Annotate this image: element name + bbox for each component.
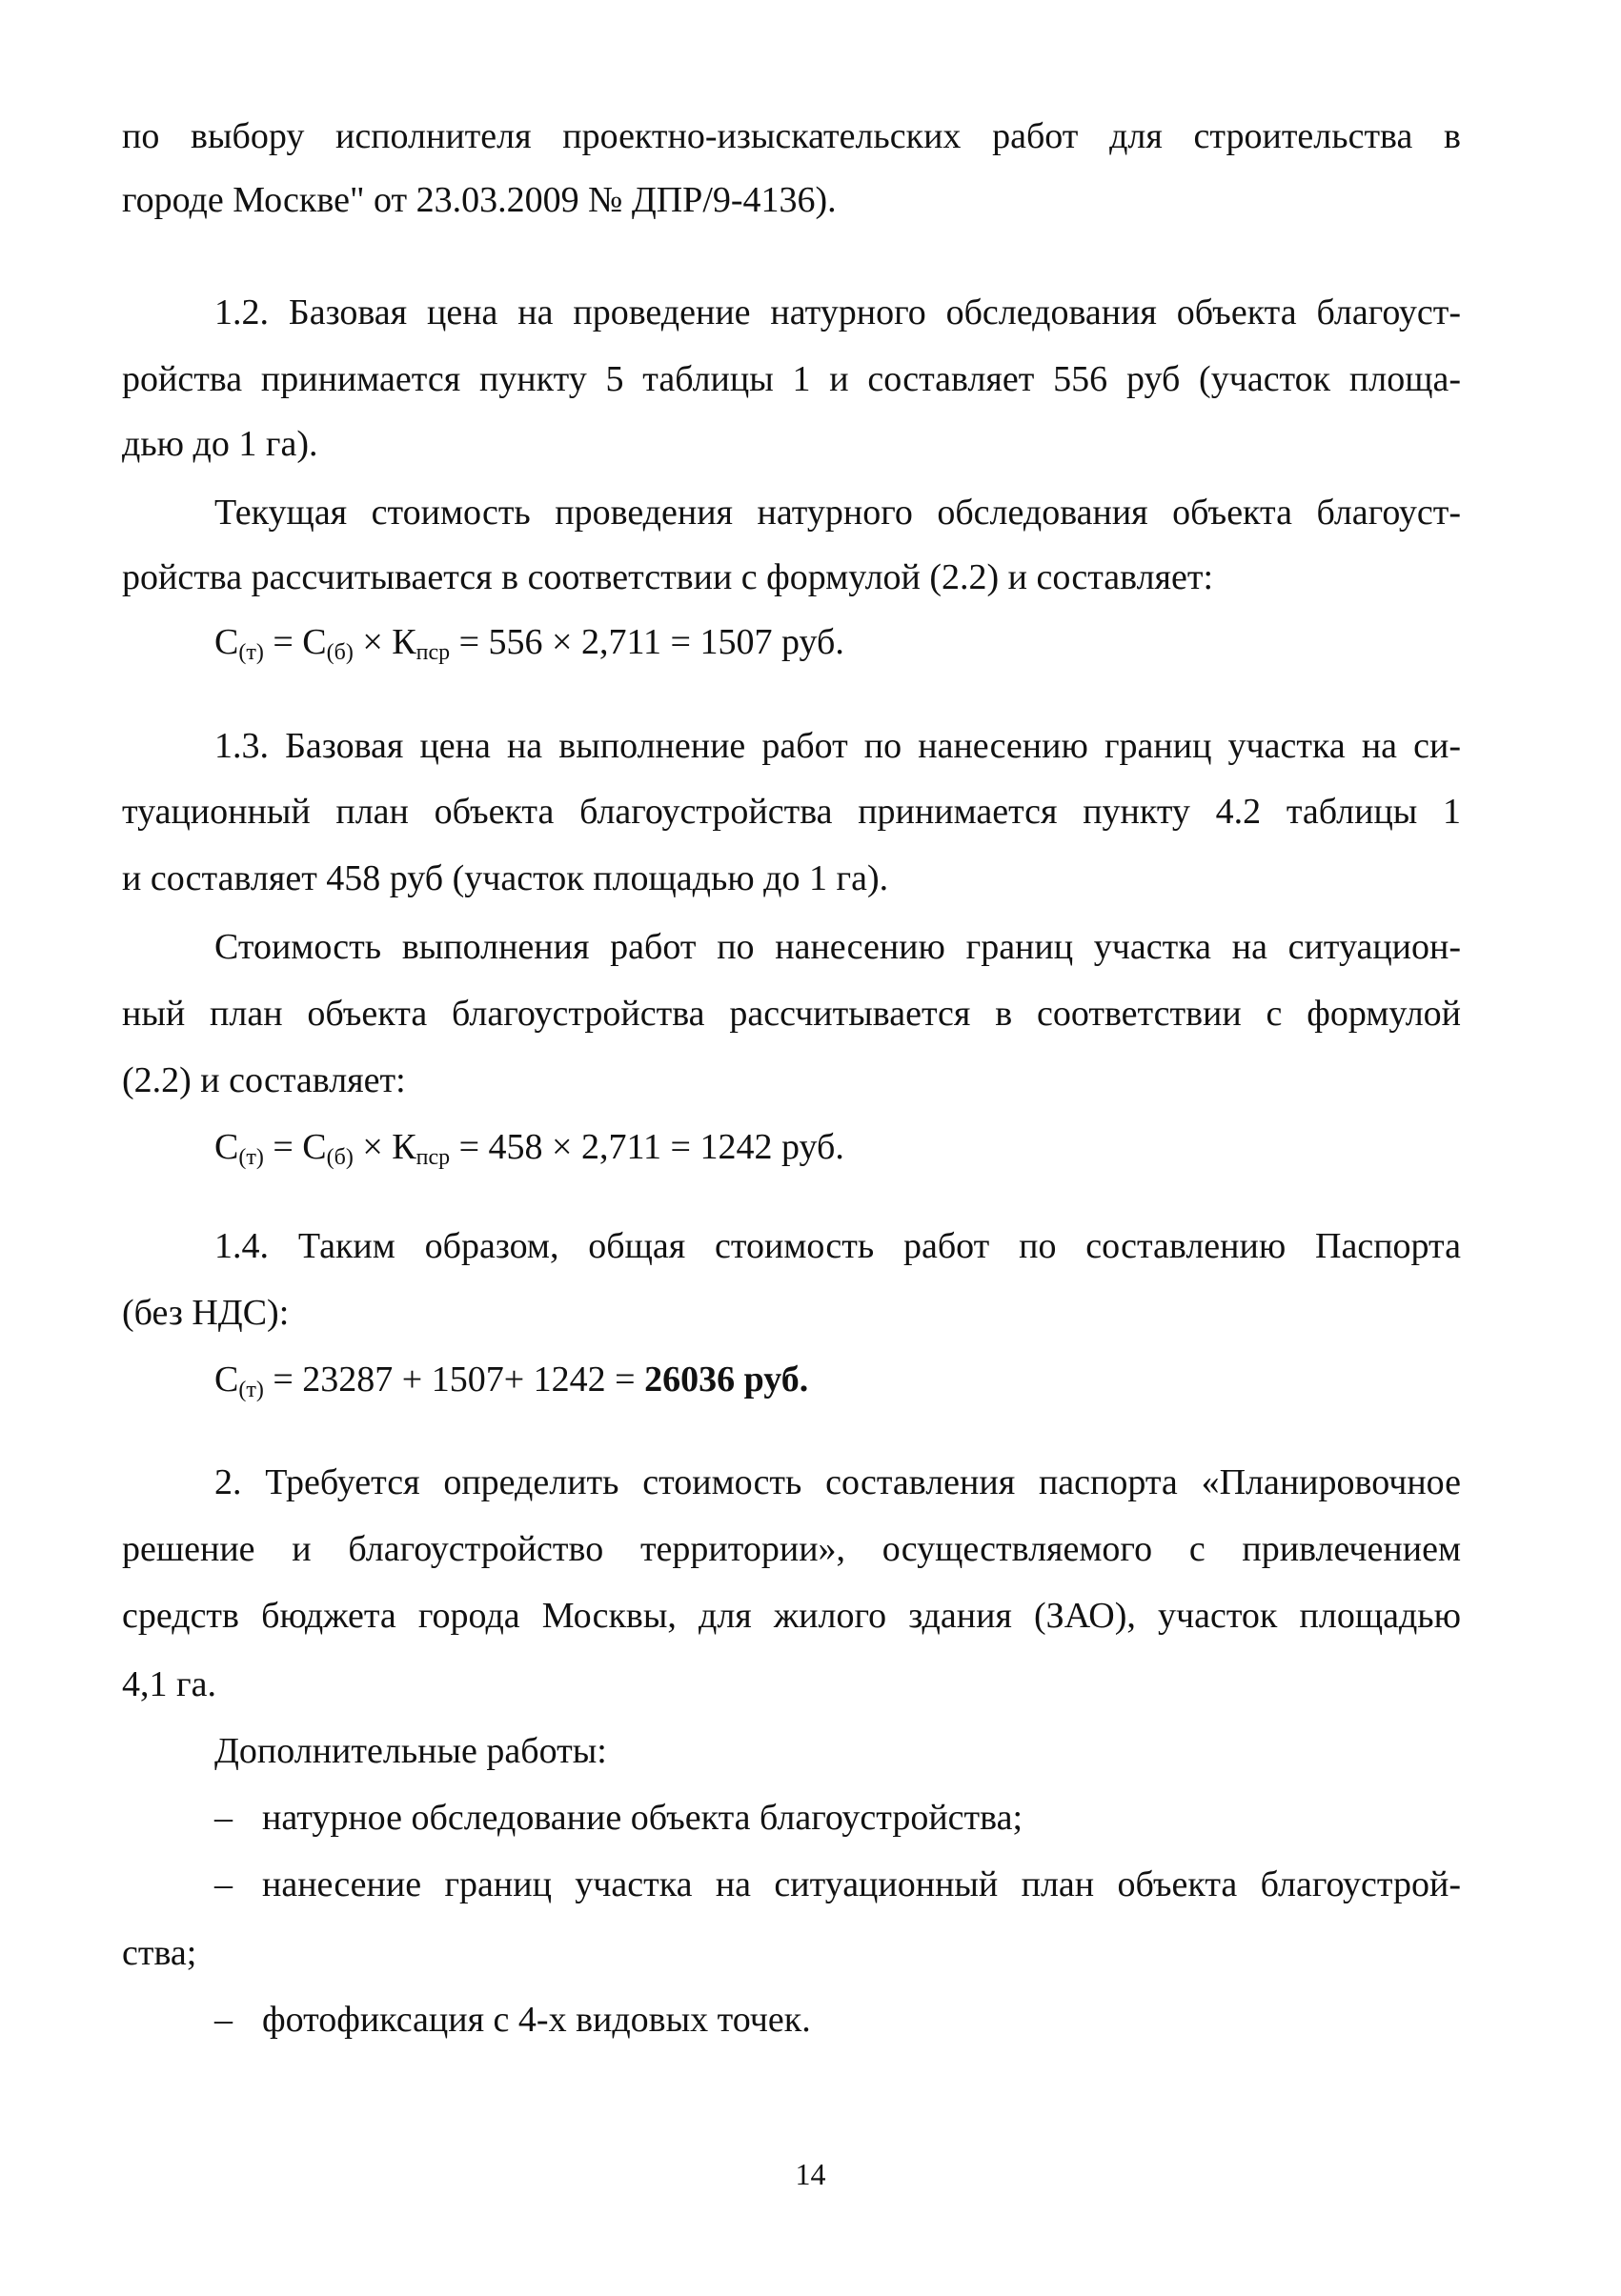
formula-text: = С: [263, 622, 327, 662]
formula-text: × К: [353, 622, 416, 662]
formula-subscript: (б): [326, 1145, 354, 1170]
formula-result: 26036 руб.: [644, 1359, 809, 1400]
formula-subscript: пср: [415, 1145, 451, 1170]
text-line: ройства принимается пункту 5 таблицы 1 и составляет 556 руб (участок площа-: [122, 359, 1461, 399]
formula-subscript: (т): [238, 1378, 264, 1402]
list-item: [214, 1795, 1461, 1841]
formula-text: = С: [263, 1127, 327, 1167]
list-item: [214, 1862, 1461, 1907]
list-bullet: –: [214, 1798, 233, 1838]
text-line: по выбору исполнителя проектно-изыскательских работ для строительства в: [122, 116, 1461, 156]
text-line: решение и благоустройство территории», осуществляемого с привлечением: [122, 1529, 1461, 1569]
text-line: 1.2. Базовая цена на проведение натурного обследования объекта благоуст-: [214, 292, 1461, 332]
text-line: ный план объекта благоустройства рассчитывается в соответствии с формулой: [122, 994, 1461, 1034]
text-line: городе Москве" от 23.03.2009 № ДПР/9-4136).: [122, 180, 837, 220]
text-line: ройства рассчитывается в соответствии с формулой (2.2) и составляет:: [122, 557, 1214, 597]
list-bullet: –: [214, 2000, 233, 2040]
formula-text: С: [214, 622, 239, 662]
text-line: дью до 1 га).: [122, 424, 318, 464]
formula-subscript: (т): [238, 640, 264, 665]
list-item-text: фотофиксация с 4-х видовых точек.: [262, 2000, 811, 2040]
text-line: средств бюджета города Москвы, для жилого здания (ЗАО), участок площадью: [122, 1596, 1461, 1636]
formula-line: [214, 1124, 844, 1170]
formula-subscript: (т): [238, 1145, 264, 1170]
text-line: ства;: [122, 1933, 197, 1973]
text-line: Дополнительные работы:: [214, 1731, 607, 1771]
text-line: 2. Требуется определить стоимость составления паспорта «Планировочное: [214, 1462, 1461, 1502]
formula-text: С: [214, 1359, 239, 1400]
text-line: туационный план объекта благоустройства принимается пункту 4.2 таблицы 1: [122, 792, 1461, 832]
formula-text: = 23287 + 1507+ 1242 =: [263, 1359, 645, 1400]
text-line: 1.4. Таким образом, общая стоимость работ по составлению Паспорта: [214, 1226, 1461, 1266]
text-line: и составляет 458 руб (участок площадью до 1 га).: [122, 858, 889, 898]
list-bullet: –: [214, 1864, 233, 1904]
formula-line: [214, 619, 844, 665]
text-line: (без НДС):: [122, 1293, 290, 1333]
formula-text: С: [214, 1127, 239, 1167]
formula-line: [214, 1357, 808, 1402]
formula-text: = 458 × 2,711 = 1242 руб.: [450, 1127, 844, 1167]
list-item: [214, 1997, 1461, 2043]
text-line: Стоимость выполнения работ по нанесению границ участка на ситуацион-: [214, 927, 1461, 967]
formula-text: × К: [353, 1127, 416, 1167]
formula-text: = 556 × 2,711 = 1507 руб.: [450, 622, 844, 662]
formula-subscript: пср: [415, 640, 451, 665]
list-item-text: натурное обследование объекта благоустройства;: [262, 1798, 1023, 1838]
page-number: 14: [795, 2157, 826, 2191]
list-item-text: нанесение границ участка на ситуационный план объекта благоустрой-: [262, 1864, 1461, 1904]
text-line: 4,1 га.: [122, 1664, 216, 1704]
text-line: 1.3. Базовая цена на выполнение работ по нанесению границ участка на си-: [214, 726, 1461, 766]
text-line: (2.2) и составляет:: [122, 1060, 406, 1100]
formula-subscript: (б): [326, 640, 354, 665]
text-line: Текущая стоимость проведения натурного обследования объекта благоуст-: [214, 493, 1461, 533]
